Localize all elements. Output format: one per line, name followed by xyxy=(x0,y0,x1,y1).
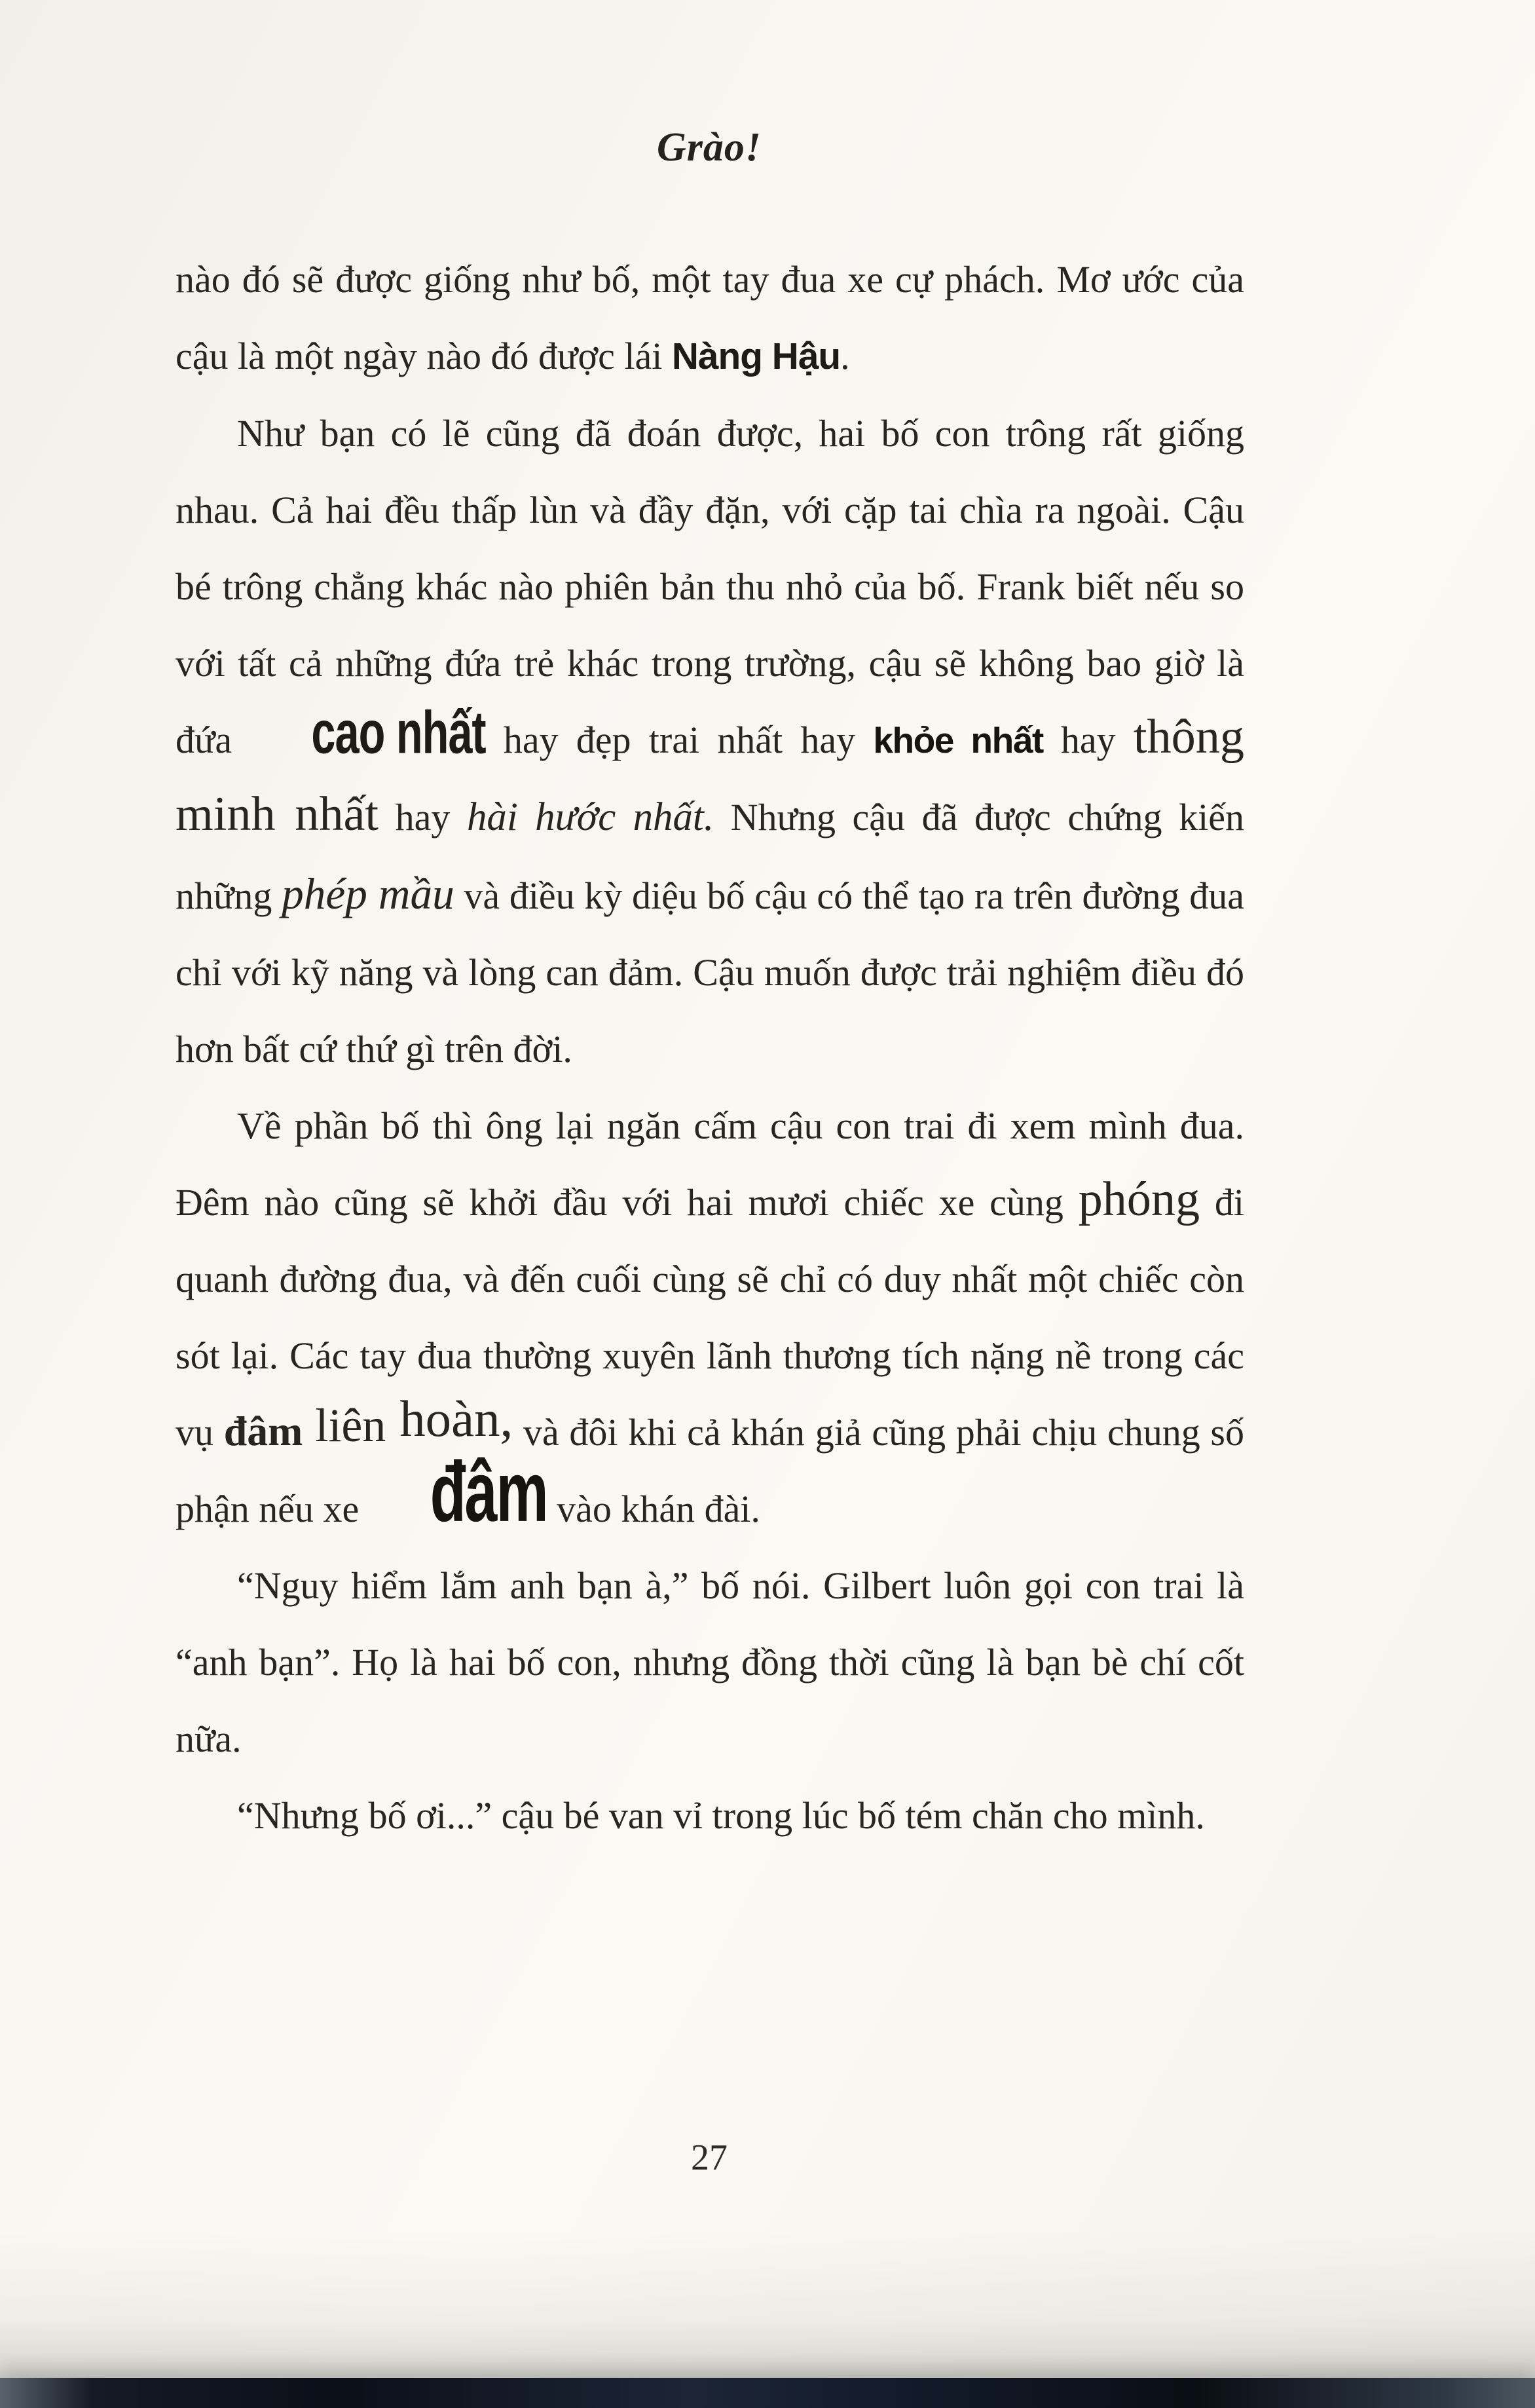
body-text xyxy=(176,241,1244,1854)
emphasis-cao-nhat: cao nhất xyxy=(311,700,486,767)
page-header-title: Grào! xyxy=(656,125,762,170)
paragraph xyxy=(176,1777,1244,1854)
text-run: và điều kỳ diệu bố cậu có thể tạo ra trên đường đua chỉ với kỹ năng và lòng can đảm. Cậu muốn được trải nghiệm điều đó hơn bất cứ thứ gì trên đời. xyxy=(176,875,1245,1070)
emphasis-nang-hau: Nàng Hậu xyxy=(671,336,841,377)
page-bottom-shadow xyxy=(0,2230,1535,2380)
text-run: . xyxy=(840,335,850,377)
text-run: Nhưng cậu đã được chứng kiến những xyxy=(176,796,1245,917)
text-run: Như bạn có lẽ cũng đã đoán được, hai bố con trông rất giống nhau. Cả hai đều thấp lùn và đầy đặn, với cặp tai chìa ra ngoài. Cậu bé trông chẳng khác nào phiên bản thu nhỏ của bố. Frank biết nếu so với tất cả những đứa trẻ khác trong trường, cậu sẽ không bao giờ là đứa xyxy=(176,412,1244,761)
emphasis-thong-minh-nhat: thông minh nhất xyxy=(176,710,1244,841)
page-number: 27 xyxy=(691,2137,728,2178)
text-run: vào khán đài. xyxy=(547,1488,760,1530)
text-run: đi quanh đường đua, và đến cuối cùng sẽ chỉ có duy nhất một chiếc còn sót lại. Các tay đua thường xuyên lãnh thương tích nặng nề trong các vụ xyxy=(176,1181,1244,1454)
paragraph xyxy=(176,395,1244,1087)
book-edge-strip xyxy=(0,2378,1535,2408)
paragraph xyxy=(176,241,1244,395)
emphasis-dam-lien-hoan: liên xyxy=(303,1399,386,1452)
paragraph xyxy=(176,1547,1244,1777)
text-run: “Nguy hiểm lắm anh bạn à,” bố nói. Gilbert luôn gọi con trai là “anh bạn”. Họ là hai bố con, nhưng đồng thời cũng là bạn bè chí cốt nữa. xyxy=(176,1564,1244,1760)
emphasis-phep-mau: phép mầu xyxy=(282,869,454,918)
text-run: nào đó sẽ được giống như bố, một tay đua xe cự phách. Mơ ước của cậu là một ngày nào đó được lái xyxy=(176,258,1244,377)
text-run: “Nhưng bố ơi...” cậu bé van vỉ trong lúc bố tém chăn cho mình. xyxy=(237,1794,1205,1837)
emphasis-khoe-nhat: khỏe nhất xyxy=(873,720,1043,761)
emphasis-dam-lien-hoan: hoàn, xyxy=(386,1391,513,1448)
text-run: hay đẹp trai nhất hay xyxy=(485,719,874,761)
text-run: hay xyxy=(379,796,467,838)
text-run: Về phần bố thì ông lại ngăn cấm cậu con trai đi xem mình đua. Đêm nào cũng sẽ khởi đầu với hai mươi chiếc xe cùng xyxy=(176,1104,1244,1224)
emphasis-dam: đâm xyxy=(430,1444,547,1540)
paragraph xyxy=(176,1087,1244,1547)
text-run: hay xyxy=(1043,719,1134,761)
emphasis-phong: phóng xyxy=(1078,1173,1200,1226)
emphasis-hai-huoc-nhat: hài hước nhất. xyxy=(466,795,714,839)
emphasis-dam-lien-hoan: đâm xyxy=(223,1408,303,1454)
text-run: và đôi khi cả khán giả cũng phải chịu chung số phận nếu xe xyxy=(176,1411,1244,1530)
